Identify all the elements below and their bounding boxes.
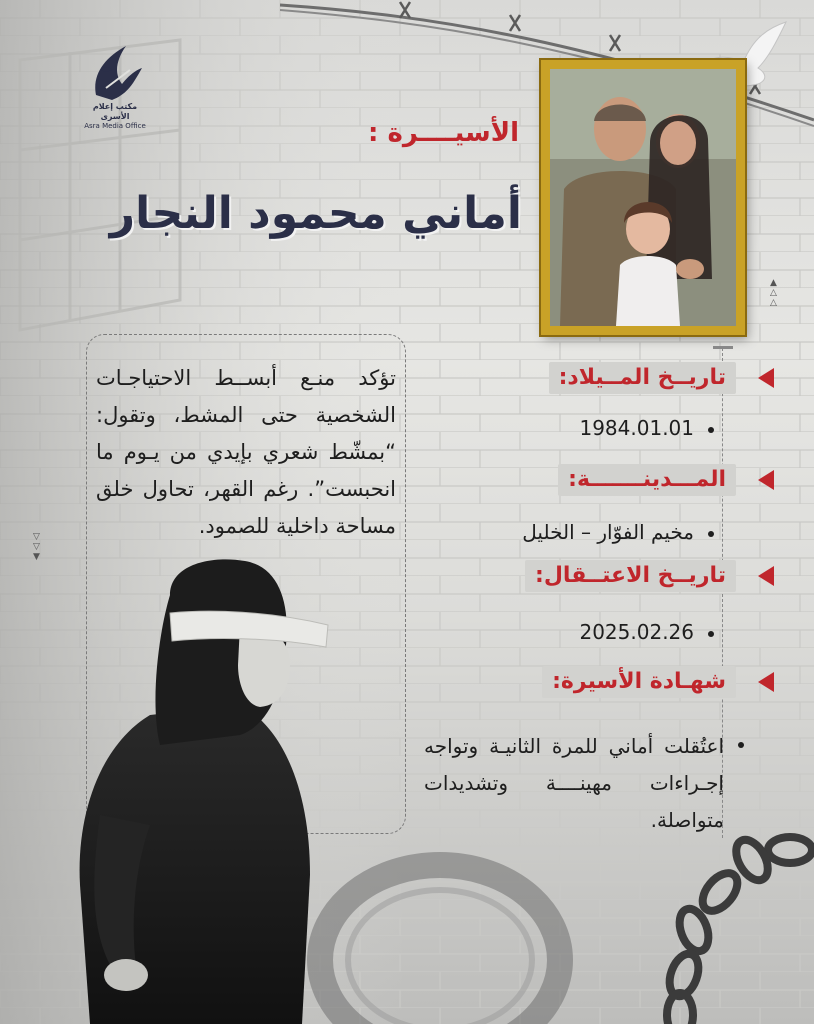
prisoner-label: الأسيــــرة :: [368, 118, 519, 148]
city-value: مخيم الفوّار – الخليل: [522, 516, 714, 548]
testimony-heading: شهـادة الأسيرة:: [542, 666, 746, 698]
arrow-icon: [758, 470, 774, 490]
birthdate-value: 1984.01.01: [579, 412, 714, 444]
city-heading: المـــدينـــــــة:: [558, 464, 746, 496]
logo-arabic-name: مكتب إعلام الأسرى: [92, 102, 138, 121]
bullet-icon: [708, 531, 714, 537]
arrow-icon: [758, 566, 774, 586]
quote-text: تؤكد منـع أبســط الاحتياجـات الشخصية حتى المشط، وتقول: “بمشّط شعري بإيدي من يـوم ما انحبست”. رغم القهر، تحاول خلق مساحة داخلية للصمود.: [96, 366, 396, 538]
arrow-icon: [758, 368, 774, 388]
bullet-icon: [708, 631, 714, 637]
triangle-marks-right: ▲ △ △: [770, 278, 777, 308]
family-photo: [550, 69, 736, 326]
bullet-icon: [708, 427, 714, 433]
prisoner-name: أماني محمود النجار: [109, 188, 522, 239]
arrest-date-value: 2025.02.26: [579, 616, 714, 648]
arrest-date-heading: تاريــخ الاعتــقال:: [525, 560, 746, 592]
logo-icon: [86, 40, 144, 102]
testimony-value: اعتُقلت أماني للمرة الثانيـة وتواجه إجـراءات مهينــــة وتشديدات متواصلة.: [424, 728, 724, 839]
logo-english-name: Asra Media Office: [84, 122, 146, 130]
birthdate-heading: تاريــخ المــيلاد:: [549, 362, 746, 394]
chain-icon: [640, 830, 814, 1024]
arrow-icon: [758, 672, 774, 692]
logo: [80, 40, 150, 131]
bullet-icon: [738, 742, 744, 748]
photo-frame: [541, 60, 745, 335]
blindfolded-prisoner-illustration: [40, 555, 360, 1024]
triangle-marks-left: ▽ ▽ ▼: [33, 532, 40, 562]
